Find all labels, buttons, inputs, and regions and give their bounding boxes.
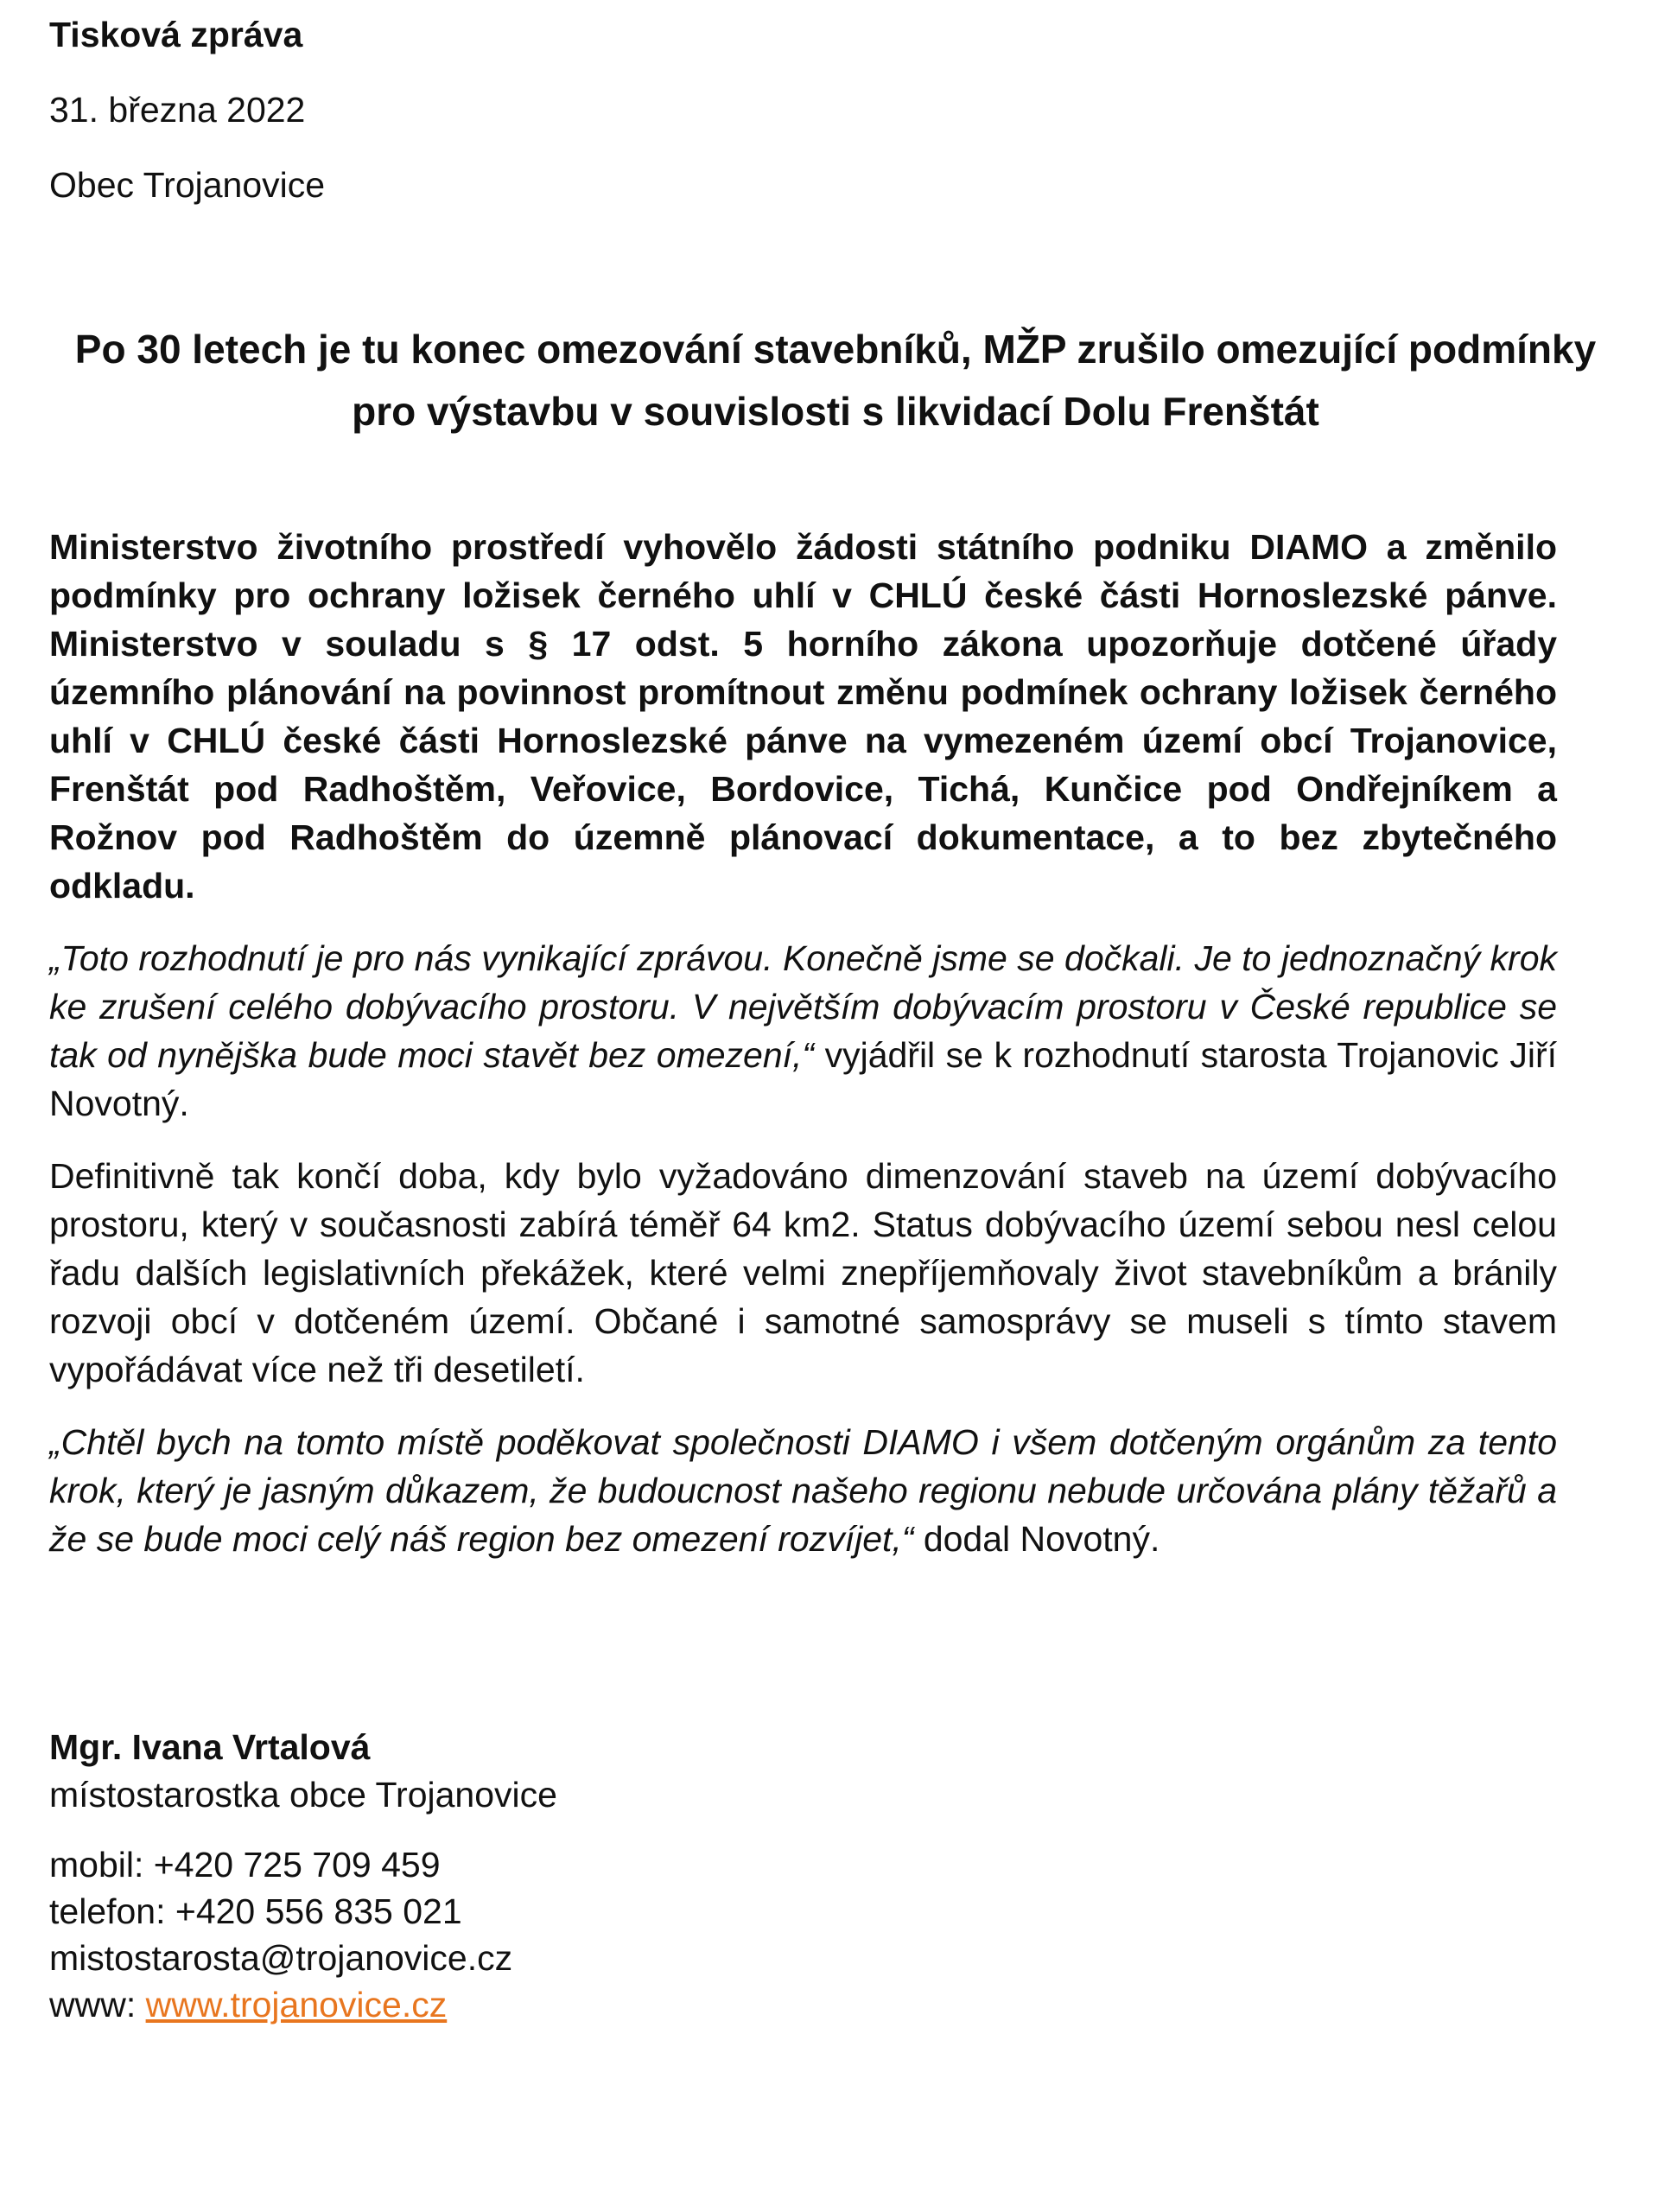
quote-attribution-1: vyjádřil se k rozhodnutí starosta Trojanovic Jiří Novotný. bbox=[49, 1035, 1557, 1123]
mobile-number: mobil: +420 725 709 459 bbox=[49, 1845, 441, 1885]
website-line bbox=[49, 1981, 1086, 2028]
quote-paragraph-2 bbox=[49, 1418, 1557, 1563]
quote-text-2: „Chtěl bych na tomto místě poděkovat společnosti DIAMO i všem dotčeným orgánům za tento krok, který je jasným důkazem, že budoucnost našeho regionu nebude určována plány těžařů a že se bude moci celý náš region bez omezení rozvíjet,“ bbox=[49, 1422, 1557, 1559]
organization-name: Obec Trojanovice bbox=[49, 165, 326, 205]
signatory-name: Mgr. Ivana Vrtalová bbox=[49, 1727, 371, 1767]
website-link[interactable]: www.trojanovice.cz bbox=[145, 1985, 448, 2024]
signatory-role: místostarostka obce Trojanovice bbox=[49, 1775, 557, 1815]
body-paragraph: Definitivně tak končí doba, kdy bylo vyžadováno dimenzování staveb na území dobývacího prostoru, který v současnosti zabírá téměř 64 km2. Status dobývacího území sebou nesl celou řadu dalších legislativních překážek, které velmi znepříjemňovaly život stavebníkům a bránily rozvoji obcí v dotčeném území. Občané i samotné samosprávy se museli s tímto stavem vypořádávat více než tři desetiletí. bbox=[49, 1156, 1557, 1389]
quote-text-1: „Toto rozhodnutí je pro nás vynikající zprávou. Konečně jsme se dočkali. Je to jednoznačný krok ke zrušení celého dobývacího prostoru. V největším dobývacím prostoru v České republice se tak od nynějška bude moci stavět bez omezení,“ bbox=[49, 938, 1557, 1075]
lead-paragraph: Ministerstvo životního prostředí vyhovělo žádosti státního podniku DIAMO a změnilo podmínky pro ochrany ložisek černého uhlí v CHLÚ české části Hornoslezské pánve. Ministerstvo v souladu s § 17 odst. 5 horního zákona upozorňuje dotčené úřady územního plánování na povinnost promítnout změnu podmínek ochrany ložisek černého uhlí v CHLÚ české části Hornoslezské pánve na vymezeném území obcí Trojanovice, Frenštát pod Radhoštěm, Veřovice, Bordovice, Tichá, Kunčice pod Ondřejníkem a Rožnov pod Radhoštěm do územně plánovací dokumentace, a to bez zbytečného odkladu. bbox=[49, 527, 1557, 906]
document-type-label: Tisková zpráva bbox=[49, 15, 303, 54]
release-date: 31. března 2022 bbox=[49, 90, 306, 130]
signature-block bbox=[49, 1724, 1086, 2028]
phone-number: telefon: +420 556 835 021 bbox=[49, 1891, 462, 1931]
email-address: mistostarosta@trojanovice.cz bbox=[49, 1938, 513, 1978]
quote-attribution-2: dodal Novotný. bbox=[913, 1519, 1160, 1559]
quote-paragraph-1 bbox=[49, 934, 1557, 1128]
website-prefix: www: bbox=[49, 1985, 146, 2024]
article-body bbox=[49, 523, 1557, 1587]
headline: Po 30 letech je tu konec omezování stavebníků, MŽP zrušilo omezující podmínky pro výstavbu v souvislosti s likvidací Dolu Frenštát bbox=[74, 327, 1597, 434]
